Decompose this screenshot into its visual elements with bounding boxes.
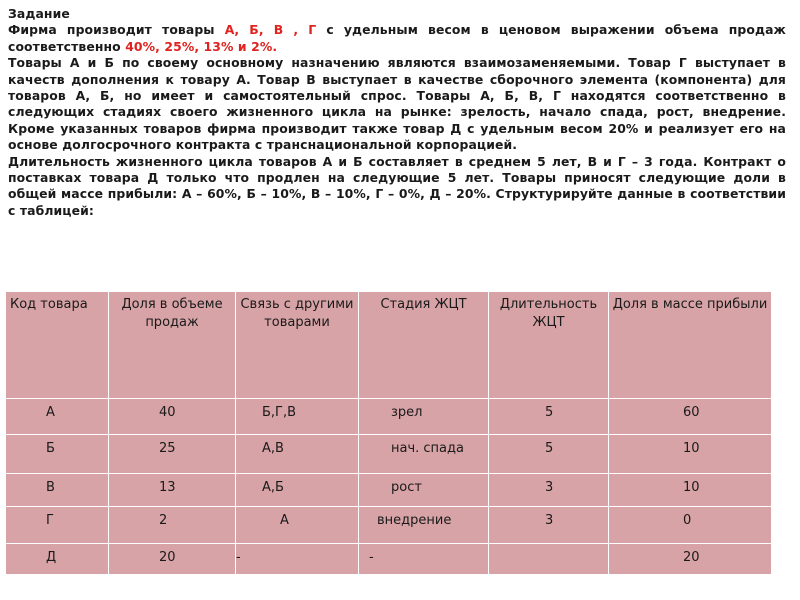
table-header-row bbox=[6, 292, 772, 399]
task-p1-goods: А, Б, В , Г bbox=[224, 22, 317, 38]
cell-relations: А,В bbox=[236, 435, 359, 474]
cell-duration: 5 bbox=[489, 435, 609, 474]
table-row bbox=[6, 507, 772, 544]
task-p1-shares: 40%, 25%, 13% и 2%. bbox=[125, 38, 278, 54]
cell-relations: - bbox=[236, 544, 359, 581]
cell-sales-share: 20 bbox=[109, 544, 236, 581]
cell-code: А bbox=[6, 399, 109, 435]
data-table bbox=[5, 291, 772, 581]
task-paragraph-2: Товары А и Б по своему основному назначению являются взаимозаменяемыми. Товар Г выступает в качеств дополнения к товару А. Товар В выступает в качестве сборочного элемента (компонента) для товаров А, Б, но имеет и самостоятельный спрос. Товары А, Б, В, Г находятся соответственно в следующих стадиях своего жизненного цикла на рынке: зрелость, начало спада, рост, внедрение. Кроме указанных товаров фирма производит также товар Д с удельным весом 20% и реализует его на основе долгосрочного контракта с транснациональной корпорацией. bbox=[8, 55, 786, 153]
header-code: Код товара bbox=[6, 292, 109, 399]
cell-sales-share: 25 bbox=[109, 435, 236, 474]
cell-relations: А,Б bbox=[236, 474, 359, 507]
cell-profit-share: 60 bbox=[609, 399, 772, 435]
cell-sales-share: 13 bbox=[109, 474, 236, 507]
table-row bbox=[6, 435, 772, 474]
cell-relations: Б,Г,В bbox=[236, 399, 359, 435]
cell-relations: А bbox=[236, 507, 359, 544]
cell-stage: зрел bbox=[359, 399, 489, 435]
header-sales-share: Доля в объеме продаж bbox=[109, 292, 236, 399]
cell-sales-share: 40 bbox=[109, 399, 236, 435]
cell-stage: - bbox=[359, 544, 489, 581]
table-row bbox=[6, 544, 772, 581]
cell-code: Б bbox=[6, 435, 109, 474]
cell-profit-share: 0 bbox=[609, 507, 772, 544]
task-p1-part-a: Фирма производит товары bbox=[8, 22, 225, 38]
cell-duration bbox=[489, 544, 609, 581]
cell-sales-share: 2 bbox=[109, 507, 236, 544]
cell-profit-share: 10 bbox=[609, 435, 772, 474]
task-p1-part-b: с удельным весом в ценовом выражении объема продаж соответственно bbox=[8, 22, 786, 54]
task-heading bbox=[8, 6, 786, 22]
cell-code: В bbox=[6, 474, 109, 507]
cell-stage: рост bbox=[359, 474, 489, 507]
cell-duration: 5 bbox=[489, 399, 609, 435]
header-profit-share: Доля в массе прибыли bbox=[609, 292, 772, 399]
task-paragraph-1 bbox=[8, 22, 786, 55]
task-heading-text: Задание bbox=[8, 6, 70, 21]
task-paragraph-3: Длительность жизненного цикла товаров А и Б составляет в среднем 5 лет, В и Г – 3 года. Контракт о поставках товара Д только что продлен на следующие 5 лет. Товары приносят следующие доли в общей массе прибыли: А – 60%, Б – 10%, В – 10%, Г – 0%, Д – 20%. Структурируйте данные в соответствии с таблицей: bbox=[8, 153, 786, 218]
table-row bbox=[6, 474, 772, 507]
cell-code: Д bbox=[6, 544, 109, 581]
header-duration: Длительность ЖЦТ bbox=[489, 292, 609, 399]
header-stage: Стадия ЖЦТ bbox=[359, 292, 489, 399]
cell-profit-share: 20 bbox=[609, 544, 772, 581]
cell-profit-share: 10 bbox=[609, 474, 772, 507]
cell-duration: 3 bbox=[489, 474, 609, 507]
cell-stage: нач. спада bbox=[359, 435, 489, 474]
cell-stage: внедрение bbox=[359, 507, 489, 544]
header-relations: Связь с другими товарами bbox=[236, 292, 359, 399]
table-row bbox=[6, 399, 772, 435]
task-text bbox=[8, 6, 786, 219]
data-table-container bbox=[5, 291, 771, 574]
cell-code: Г bbox=[6, 507, 109, 544]
cell-duration: 3 bbox=[489, 507, 609, 544]
